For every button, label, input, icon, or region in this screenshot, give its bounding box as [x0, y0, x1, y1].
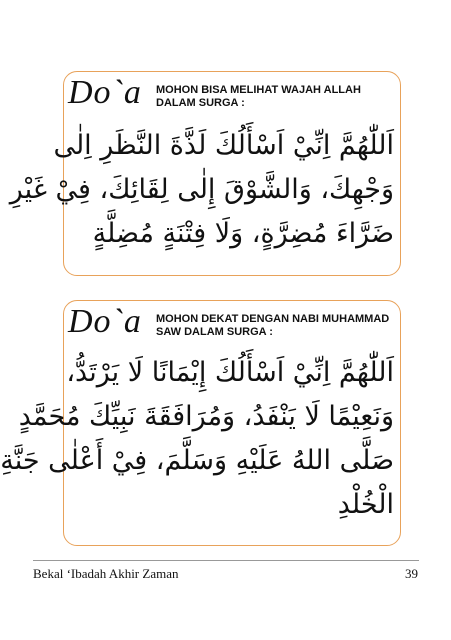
book-title: Bekal ‘Ibadah Akhir Zaman [33, 566, 179, 581]
doa-label: Do`a [68, 303, 142, 340]
arabic-line: وَجْهِكَ، وَالشَّوْقَ إِلٰى لِقَائِكَ، فِيْ غَيْرِ [9, 174, 394, 205]
arabic-line: وَنَعِيْمًا لَا يَنْفَدُ، وَمُرَافَقَةَ نَبِيِّكَ مُحَمَّدٍ [18, 401, 394, 432]
arabic-line: ضَرَّاءَ مُضِرَّةٍ، وَلَا فِتْنَةٍ مُضِلَّةٍ [92, 218, 394, 249]
doa-label: Do`a [68, 74, 142, 111]
doa-card-melihat-wajah-allah [9, 71, 401, 276]
doa-title: MOHON BISA MELIHAT WAJAH ALLAH DALAM SURGA : [156, 84, 361, 109]
arabic-line: صَلَّى اللهُ عَلَيْهِ وَسَلَّمَ، فِيْ أَعْلٰى جَنَّةِ [0, 445, 394, 476]
footer-divider [33, 560, 419, 561]
doa-title: MOHON DEKAT DENGAN NABI MUHAMMAD SAW DALAM SURGA : [156, 313, 390, 338]
arabic-line: الْخُلْدِ [337, 489, 394, 520]
page-number: 39 [405, 566, 418, 581]
arabic-line: اَللّٰهُمَّ اِنِّيْ اَسْأَلُكَ لَذَّةَ النَّظَرِ اِلٰى [53, 130, 394, 161]
arabic-line: اَللّٰهُمَّ اِنِّيْ اَسْأَلُكَ إِيْمَانًا لَا يَرْتَدُّ، [66, 357, 394, 388]
doa-card-dekat-nabi-muhammad [0, 300, 401, 546]
arabic-prayer-text [0, 351, 394, 527]
arabic-prayer-text [9, 124, 394, 256]
